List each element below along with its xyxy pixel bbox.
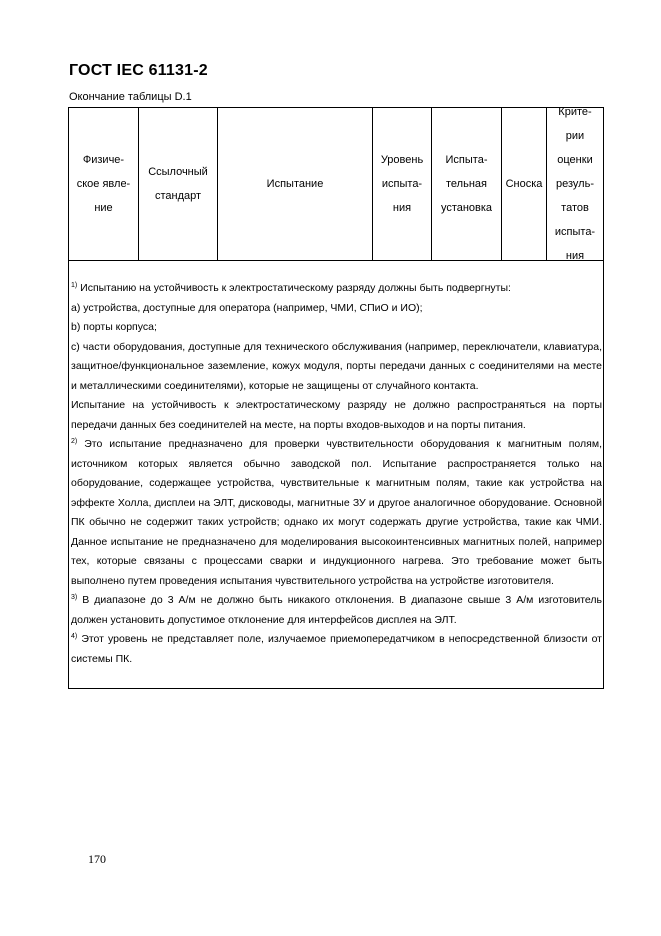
footnote: $^{2)}$ Это испытание предназначено для проверки чувствительности оборудования к магнитным полям, источником которых является обычно заводской пол. Испытание распространяется только на оборудование, содержащее устройства, чувствительные к магнитным полям, такие как устройства на эффекте Холла, дисплеи на ЭЛТ, дисководы, магнитные ЗУ и другое аналогичное оборудование. Основной ПК обычно не содержит таких устройств; однако их могут содержать другие устройства, такие как ЧМИ. Данное испытание не предназначено для моделирования высокоинтенсивных магнитных полей, например тех, которые связаны с процессами сварки и индукционного нагрева. Это требование может быть выполнено путем проведения испытания чувствительного устройства на устройстве изготовителя.	[71, 438, 602, 587]
column-header-reference-standard: Ссылочный стандарт	[139, 108, 218, 260]
table-caption: Окончание таблицы D.1	[69, 91, 192, 103]
column-header-phenomenon: Физиче- ское явле- ние	[69, 108, 139, 260]
footnote-item: b) порты корпуса;	[71, 321, 157, 333]
column-header-test-level: Уровень испыта- ния	[373, 108, 432, 260]
footnote: $^{3)}$ В диапазоне до 3 А/м не должно быть никакого отклонения. В диапазоне свыше 3 А/м изготовитель должен установить допустимое отклонение для интерфейсов дисплея на ЭЛТ.	[71, 594, 602, 626]
column-header-criteria: Крите- рии оценки резуль- татов испыта- ния	[554, 106, 596, 262]
footnote-item: Испытание на устойчивость к электростатическому разряду не должно распространяться на порты передачи данных без соединителей на месте, на порты входов-выходов и на порты питания.	[71, 399, 602, 431]
table-footnotes	[69, 279, 605, 669]
page-number: 170	[88, 852, 106, 866]
footnote-item: c) части оборудования, доступные для технического обслуживания (например, переключатели, клавиатура, защитное/функциональное заземление, кожух модуля, порты передачи данных с соединителями на месте и металлическими соединителями), которые не защищены от случайного контакта.	[71, 340, 602, 392]
footnote-item: a) устройства, доступные для оператора (например, ЧМИ, СПиО и ИО);	[71, 301, 423, 314]
column-header-footnote: Сноска	[502, 108, 547, 260]
document-title: ГОСТ IEC 61131-2	[69, 62, 208, 79]
table-d1	[68, 107, 604, 689]
footnote: $^{4)}$ Этот уровень не представляет поле, излучаемое приемопередатчиком в непосредственной близости от системы ПК.	[71, 633, 602, 665]
table-header-row	[69, 108, 603, 261]
column-header-test: Испытание	[218, 108, 373, 260]
footnote: $^{1)}$ Испытанию на устойчивость к электростатическому разряду должны быть подвергнуты:	[71, 282, 511, 294]
column-header-test-setup: Испыта- тельная установка	[432, 108, 502, 260]
